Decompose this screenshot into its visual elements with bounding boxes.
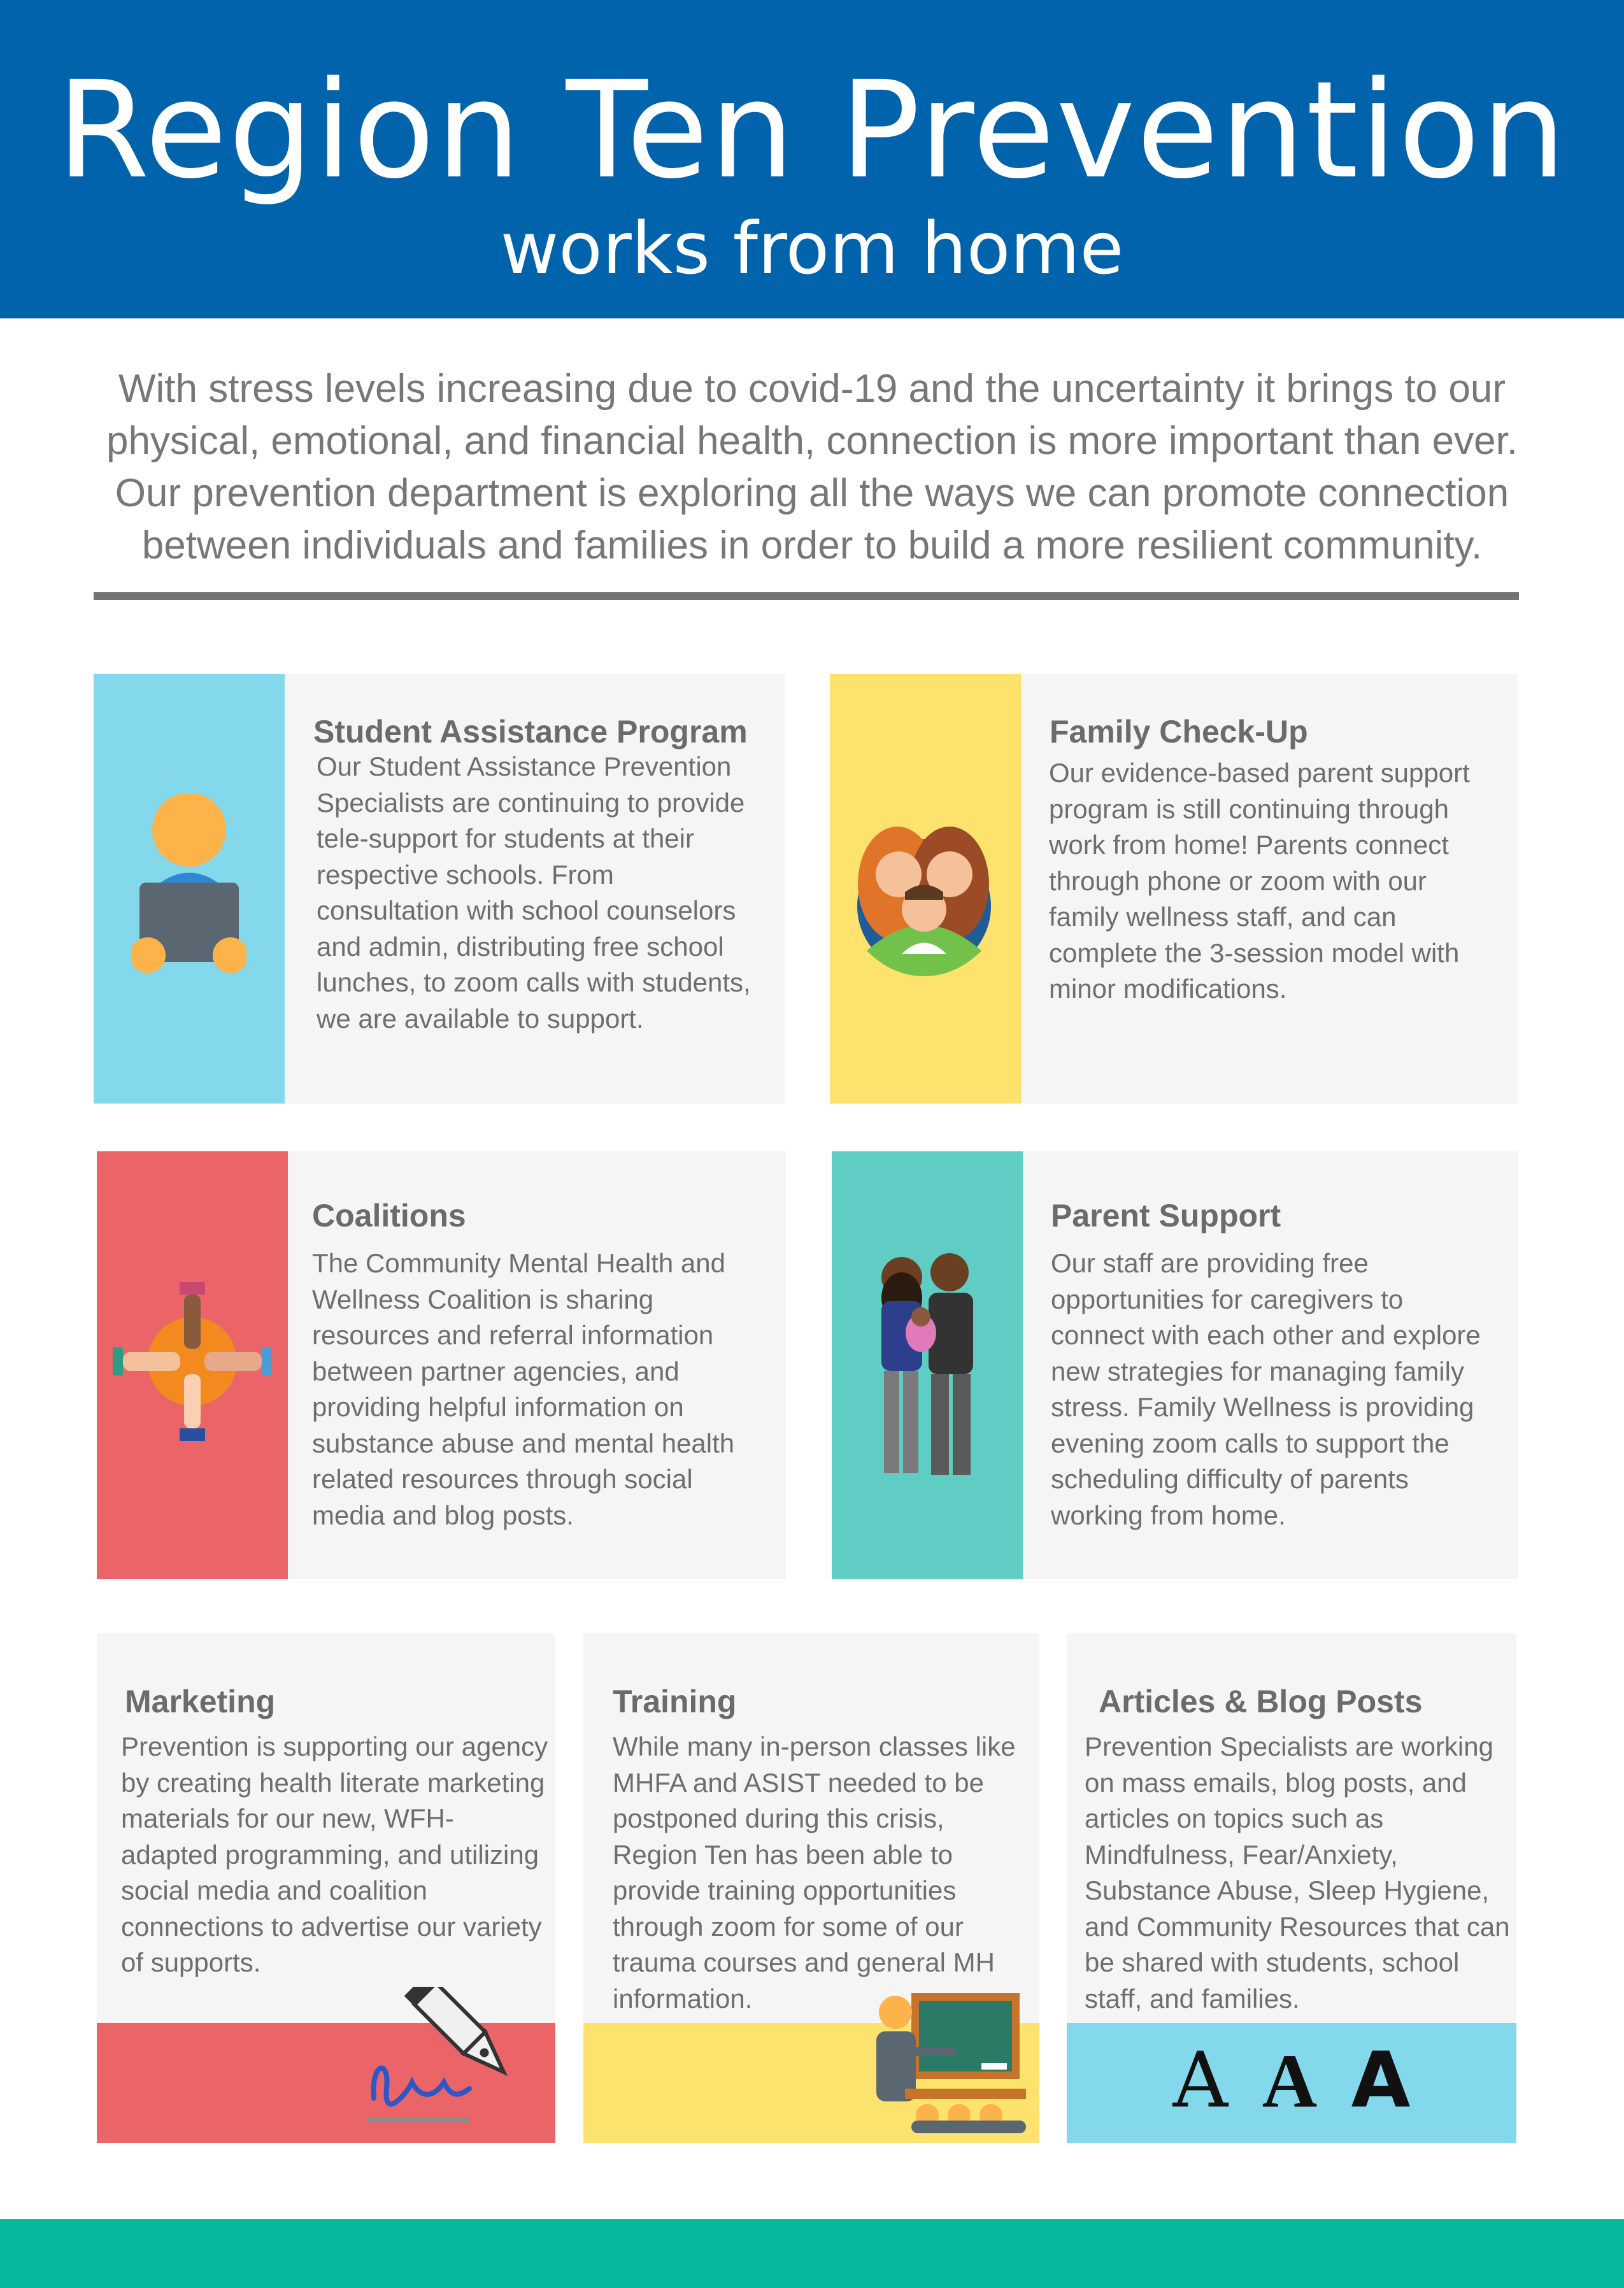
family-icon: [854, 823, 994, 976]
card-title: Student Assistance Program: [313, 714, 748, 750]
page-subtitle: works from home: [500, 208, 1124, 290]
header-banner: [0, 0, 1624, 318]
card-title: Coalitions: [312, 1198, 466, 1233]
section-divider: [94, 592, 1519, 600]
serif-letter-glyph: A: [1172, 2036, 1229, 2125]
joined-hands-icon: [113, 1282, 272, 1441]
card-parent-support: [832, 1151, 1518, 1579]
card-body: Our staff are providing free opportunities for caregivers to connect with each other and explore new strategies for managing family stress. Family Wellness is providing evening zoom calls to support the scheduling difficulty of parents working from home.: [1051, 1248, 1481, 1530]
classroom-teacher-icon: [873, 1993, 1026, 2133]
bold-sans-letter-glyph: A: [1351, 2036, 1411, 2125]
card-marketing: [97, 1633, 555, 2143]
footer-bar: [0, 2219, 1624, 2288]
card-body: While many in-person classes like MHFA and ASIST needed to be postponed during this crisis, Region Ten has been able to provide training opportunities through zoom for some of our trauma courses and general MH information.: [613, 1731, 1016, 2014]
student-laptop-icon: [132, 788, 246, 986]
card-title: Parent Support: [1051, 1198, 1281, 1233]
page-title: Region Ten Prevention: [57, 52, 1567, 208]
card-student-assistance: [94, 674, 785, 1104]
card-title: Training: [613, 1684, 737, 1719]
card-body: Our Student Assistance Prevention Specialists are continuing to provide tele-support for students at their respective schools. From consultation with school counselors and admin, distributing free school lunches, to zoom calls with students, we are available to support.: [317, 751, 751, 1034]
card-body: Prevention is supporting our agency by creating health literate marketing materials for our new, WFH-adapted programming, and utilizing social media and coalition connections to advertise our variety of supports.: [121, 1731, 548, 1977]
card-body: Prevention Specialists are working on mass emails, blog posts, and articles on topics such as Mindfulness, Fear/Anxiety, Substance Abuse, Sleep Hygiene, and Community Resources that can be shared with students, school staff, and families.: [1085, 1731, 1510, 2014]
card-coalitions: [97, 1151, 786, 1579]
card-articles-blog-posts: [1067, 1633, 1516, 2143]
bold-serif-letter-glyph: A: [1262, 2038, 1318, 2123]
font-letters-icon: [1067, 2036, 1516, 2125]
card-title: Articles & Blog Posts: [1099, 1684, 1423, 1719]
fountain-pen-signature-icon: [361, 1987, 546, 2136]
card-title: Marketing: [125, 1684, 276, 1719]
card-body: The Community Mental Health and Wellness Coalition is sharing resources and referral information between partner agencies, and providing helpful information on substance abuse and mental health related resources through social media and blog posts.: [312, 1248, 735, 1530]
card-title: Family Check-Up: [1050, 714, 1308, 750]
intro-paragraph: With stress levels increasing due to covid-19 and the uncertainty it brings to our physical, emotional, and financial health, connection is more important than ever. Our prevention department is exploring all the ways we can promote connection between individuals and families in order to build a more resilient community.: [106, 367, 1518, 567]
card-family-check-up: [830, 674, 1518, 1104]
card-body: Our evidence-based parent support program is still continuing through work from home! Parents connect through phone or zoom with our family wellness staff, and can complete the 3-session model with minor modifications.: [1049, 758, 1470, 1004]
card-color-band: [1067, 2023, 1516, 2143]
parents-with-baby-icon: [870, 1253, 985, 1482]
card-training: [583, 1633, 1039, 2143]
